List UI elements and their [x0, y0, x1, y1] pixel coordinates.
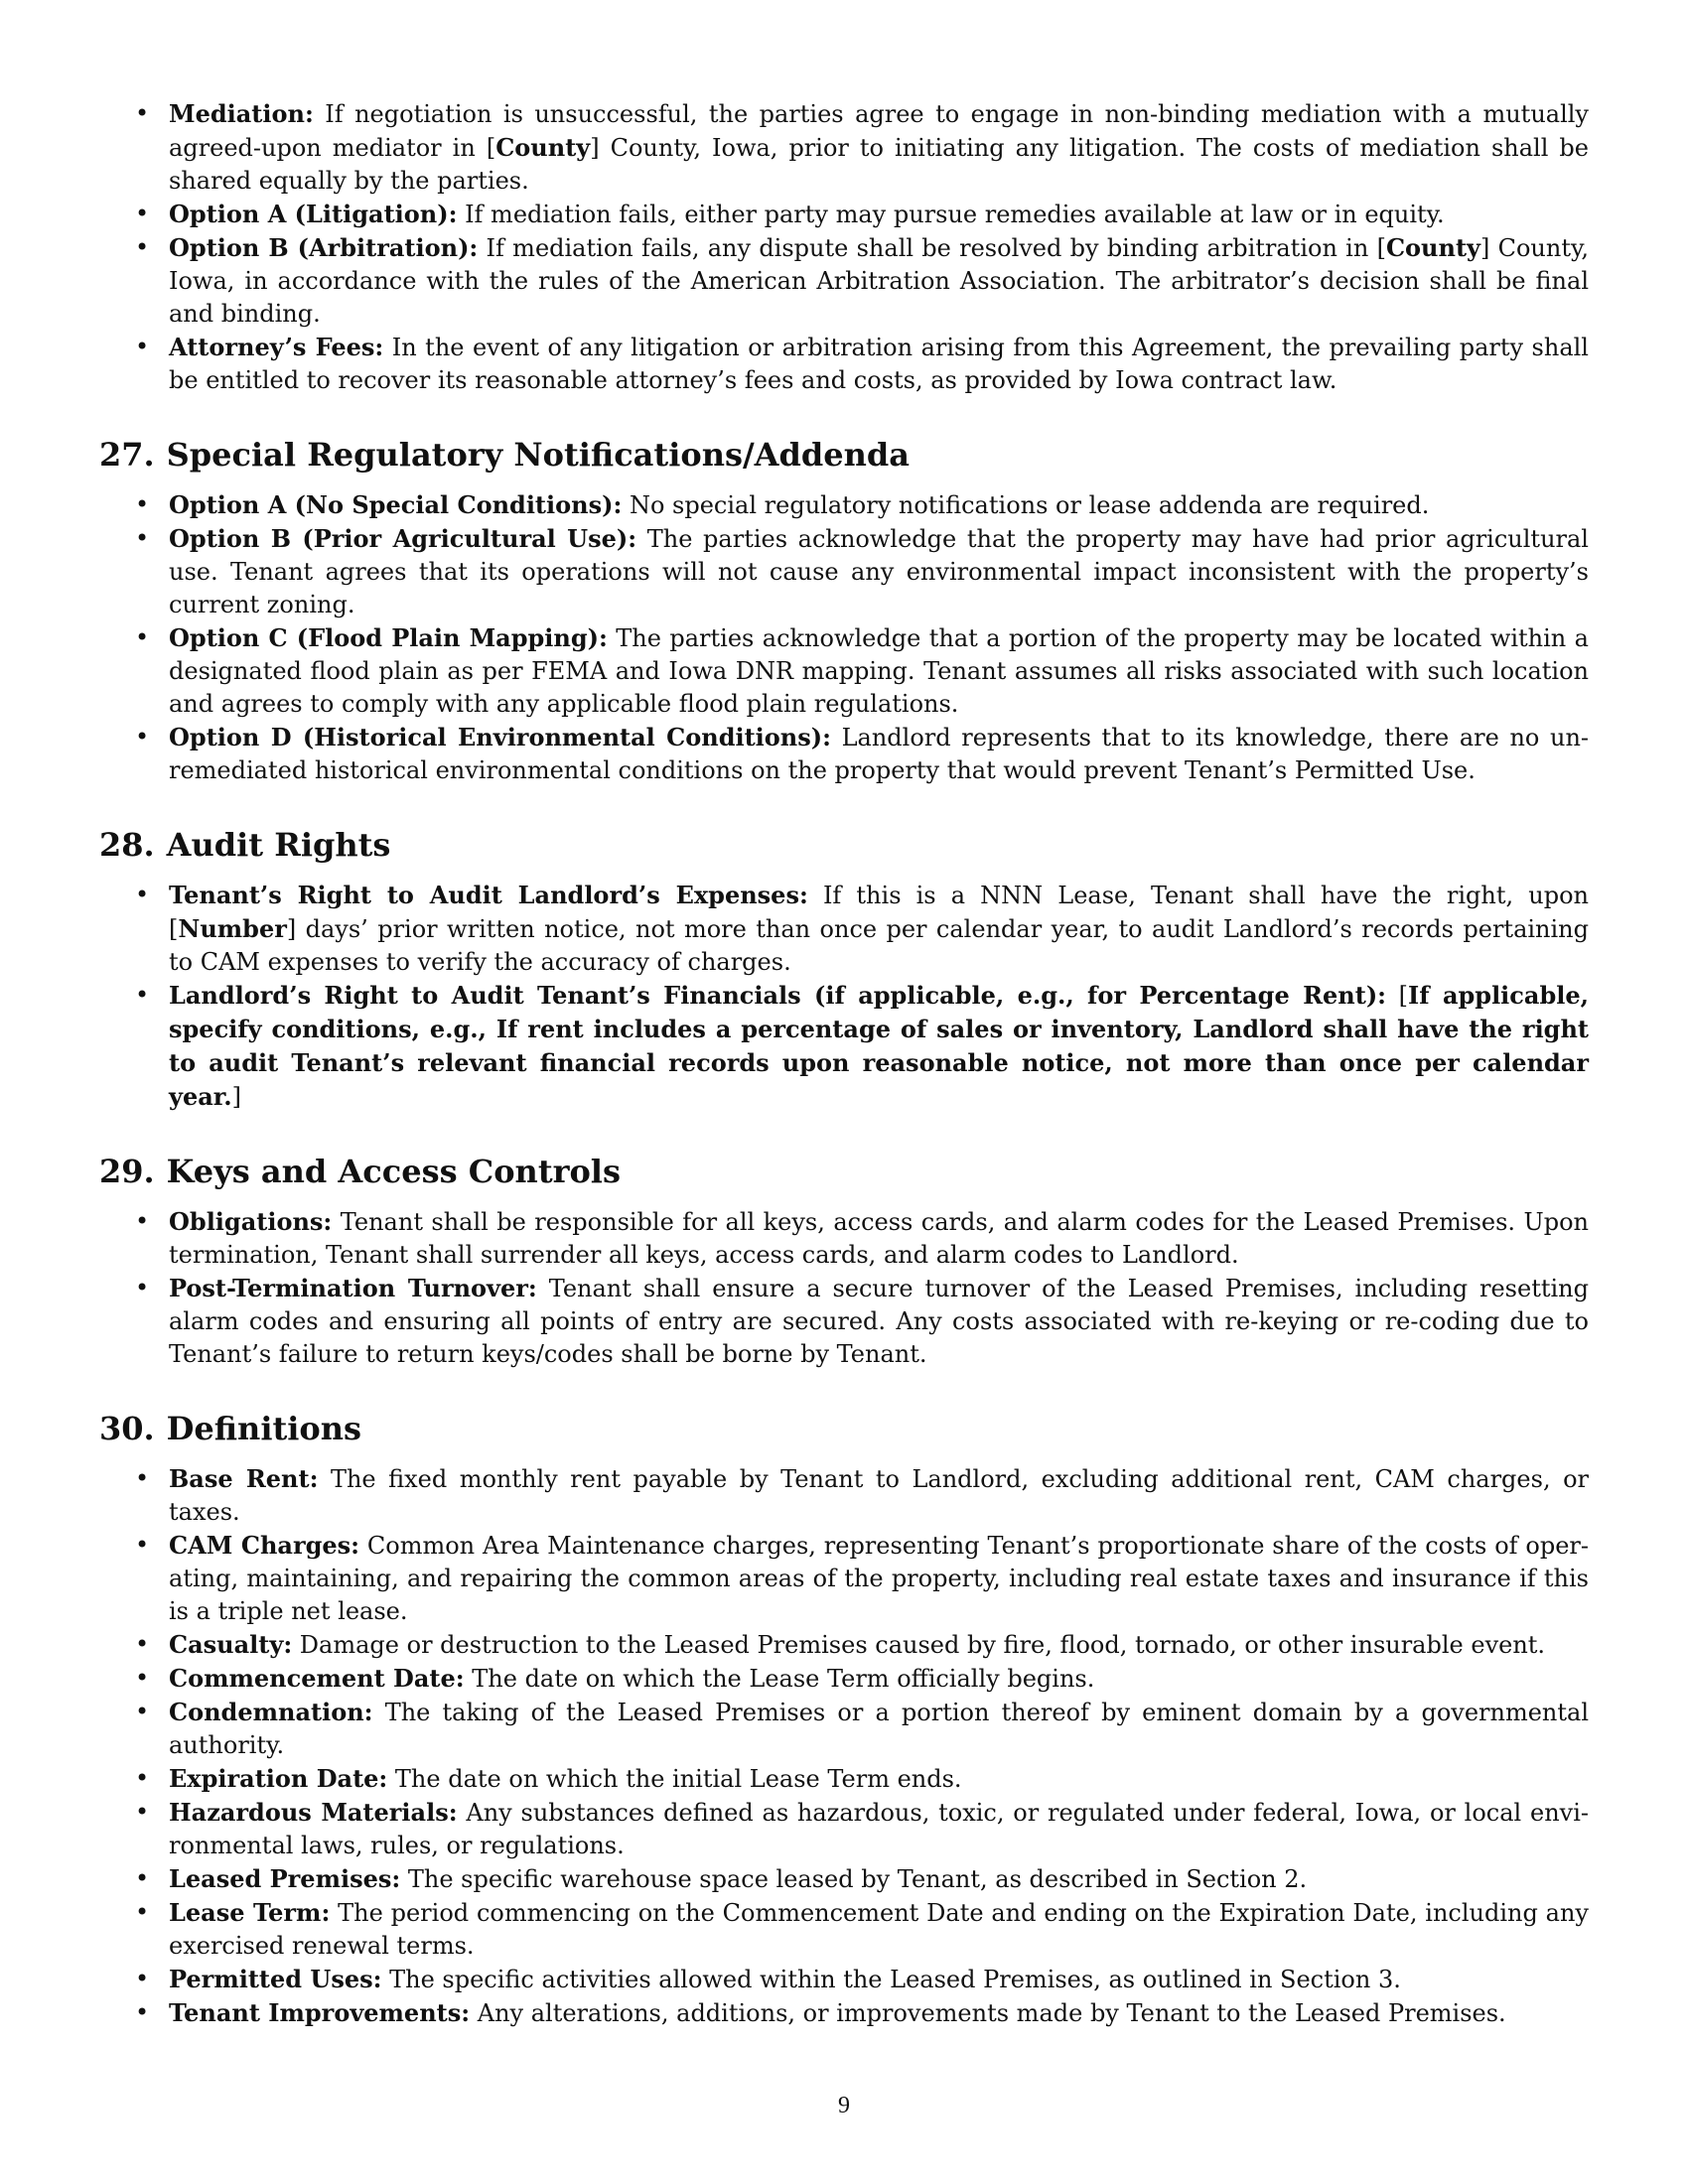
- list-item: [99, 1996, 1589, 2030]
- document-page: [99, 97, 1589, 2030]
- term: Condemnation:: [169, 1698, 373, 1726]
- term: Leased Premises:: [169, 1864, 401, 1893]
- definition-text: ]: [231, 1083, 241, 1111]
- placeholder-county: County: [1385, 233, 1480, 262]
- list-item: [99, 1862, 1589, 1896]
- term: Commencement Date:: [169, 1664, 465, 1693]
- definition-text: Damage or destruction to the Leased Premises caused by fire, flood, tornado, or other insurable event.: [292, 1631, 1546, 1659]
- section-27-heading: [99, 435, 1589, 475]
- list-item: [99, 1796, 1589, 1862]
- definition-text: The date on which the initial Lease Term ends.: [387, 1765, 962, 1793]
- term: Attorney’s Fees:: [169, 333, 384, 361]
- definition-text: The specific activities allowed within the Leased Premises, as outlined in Section 3.: [381, 1966, 1401, 1993]
- page-number: 9: [838, 2093, 850, 2118]
- definition-text: [: [1386, 982, 1409, 1010]
- definition-text: The specific warehouse space leased by Tenant, as described in Section 2.: [400, 1865, 1308, 1893]
- term: Tenant Improvements:: [169, 1998, 471, 2027]
- term: Hazardous Materials:: [169, 1798, 458, 1827]
- term: CAM Charges:: [169, 1531, 360, 1560]
- list-item-mediation: [99, 97, 1589, 198]
- section-title: Special Regulatory Notifications/Addenda: [166, 436, 910, 474]
- section-29-list: [99, 1205, 1589, 1371]
- list-item: [99, 979, 1589, 1114]
- list-item: [99, 721, 1589, 787]
- list-item: [99, 1272, 1589, 1371]
- definition-text: ] County, Iowa, in accordance with the rules of the American Arbitration Association. The arbitrator’s decision shall be final and binding.: [169, 234, 1589, 328]
- term: Lease Term:: [169, 1898, 331, 1927]
- list-item: [99, 1529, 1589, 1628]
- term: Mediation:: [169, 99, 314, 128]
- term: Option C (Flood Plain Mapping):: [169, 623, 608, 652]
- definition-text: The parties acknowledge that the property may have had prior agricultural use. Tenant agrees that its operations will not cause any environmental impact inconsistent with the property’s current zoning.: [169, 525, 1589, 618]
- section-number: 30.: [99, 1410, 155, 1447]
- term: Permitted Uses:: [169, 1965, 382, 1993]
- definition-text: ] County, Iowa, prior to initiating any litigation. The costs of mediation shall be shared equally by the parties.: [169, 134, 1589, 195]
- term: Option A (Litigation):: [169, 200, 458, 228]
- list-item: [99, 1963, 1589, 1996]
- section-title: Definitions: [166, 1410, 362, 1447]
- term: Option D (Historical Environmental Conditions):: [169, 723, 831, 751]
- definition-text: If this is a NNN Lease, Tenant shall have the right, upon [: [169, 882, 1589, 943]
- definition-text: Any alterations, additions, or improvements made by Tenant to the Leased Premises.: [470, 1999, 1506, 2027]
- list-item-attorneys-fees: [99, 331, 1589, 397]
- list-item: [99, 621, 1589, 721]
- list-item: [99, 1462, 1589, 1529]
- dispute-resolution-list: [99, 97, 1589, 397]
- placeholder-county: County: [495, 133, 591, 162]
- definition-text: In the event of any litigation or arbitration arising from this Agreement, the prevailing party shall be entitled to recover its reasonable attorney’s fees and costs, as provided by Iowa contract law.: [169, 334, 1589, 394]
- term: Post-Termination Turnover:: [169, 1274, 537, 1302]
- list-item: [99, 1205, 1589, 1272]
- section-title: Audit Rights: [166, 826, 391, 864]
- list-item: [99, 522, 1589, 621]
- definition-text: The parties acknowledge that a portion of the property may be located within a designated flood plain as per FEMA and Iowa DNR mapping. Tenant assumes all risks associated with such location and agrees to comply with any applicable flood plain regulations.: [169, 624, 1589, 718]
- definition-text: Tenant shall be responsible for all keys, access cards, and alarm codes for the Leased Premises. Upon termination, Tenant shall surrender all keys, access cards, and alarm codes to Landlord.: [169, 1208, 1589, 1269]
- definition-text: Common Area Maintenance charges, representing Tenant’s proportionate share of the costs of operating, maintaining, and repairing the common areas of the property, including real estate taxes and insurance if this is a triple net lease.: [169, 1532, 1590, 1625]
- list-item: [99, 1628, 1589, 1662]
- section-30-heading: [99, 1409, 1589, 1448]
- section-number: 27.: [99, 436, 155, 474]
- definition-text: The date on which the Lease Term officially begins.: [464, 1665, 1095, 1693]
- list-item: [99, 1762, 1589, 1796]
- list-item: [99, 879, 1589, 979]
- placeholder-number: Number: [178, 914, 287, 943]
- definition-text: If mediation fails, any dispute shall be resolved by binding arbitration in [: [478, 234, 1386, 262]
- list-item-option-a-litigation: [99, 198, 1589, 231]
- list-item: [99, 488, 1589, 522]
- section-title: Keys and Access Controls: [166, 1153, 621, 1190]
- definition-text: ] days’ prior written notice, not more than once per calendar year, to audit Landlord’s records pertaining to CAM expenses to verify the accuracy of charges.: [169, 915, 1589, 976]
- list-item-option-b-arbitration: [99, 231, 1589, 331]
- list-item: [99, 1896, 1589, 1963]
- section-number: 29.: [99, 1153, 155, 1190]
- placeholder-conditions: If applicable, specify conditions, e.g., If rent includes a percentage of sales or inventory, Landlord shall have the right to audit Tenant’s relevant financial records upon reasonable notice, not more than once per calendar year.: [169, 981, 1589, 1111]
- definition-text: No special regulatory notifications or lease addenda are required.: [622, 491, 1430, 519]
- list-item: [99, 1662, 1589, 1696]
- definition-text: If mediation fails, either party may pursue remedies available at law or in equity.: [457, 201, 1445, 228]
- term: Tenant’s Right to Audit Landlord’s Expenses:: [169, 881, 808, 909]
- definition-text: The period commencing on the Commencement Date and ending on the Expiration Date, including any exercised renewal terms.: [169, 1899, 1589, 1960]
- list-item: [99, 1696, 1589, 1762]
- term: Casualty:: [169, 1630, 293, 1659]
- section-27-list: [99, 488, 1589, 787]
- term: Option B (Arbitration):: [169, 233, 479, 262]
- definition-text: Landlord represents that to its knowledge, there are no un-remediated historical environmental conditions on the property that would prevent Tenant’s Permitted Use.: [169, 724, 1590, 784]
- section-number: 28.: [99, 826, 155, 864]
- section-28-list: [99, 879, 1589, 1114]
- term: Option A (No Special Conditions):: [169, 490, 623, 519]
- section-29-heading: [99, 1152, 1589, 1191]
- section-28-heading: [99, 825, 1589, 865]
- definition-text: Tenant shall ensure a secure turnover of the Leased Premises, including resetting alarm codes and ensuring all points of entry are secured. Any costs associated with re-keying or re-coding due to Tenant’s failure to return keys/codes shall be borne by Tenant.: [169, 1275, 1589, 1368]
- term: Option B (Prior Agricultural Use):: [169, 524, 637, 553]
- section-30-list: [99, 1462, 1589, 2030]
- term: Landlord’s Right to Audit Tenant’s Financials (if applicable, e.g., for Percentage Rent):: [169, 981, 1387, 1010]
- term: Base Rent:: [169, 1464, 319, 1493]
- definition-text: Any substances defined as hazardous, toxic, or regulated under federal, Iowa, or local environmental laws, rules, or regulations.: [169, 1799, 1589, 1859]
- definition-text: The taking of the Leased Premises or a portion thereof by eminent domain by a governmental authority.: [169, 1699, 1589, 1759]
- definition-text: If negotiation is unsuccessful, the parties agree to engage in non-binding mediation with a mutually agreed-upon mediator in [: [169, 100, 1589, 162]
- definition-text: The fixed monthly rent payable by Tenant to Landlord, excluding additional rent, CAM charges, or taxes.: [169, 1465, 1589, 1526]
- term: Expiration Date:: [169, 1764, 388, 1793]
- term: Obligations:: [169, 1207, 333, 1236]
